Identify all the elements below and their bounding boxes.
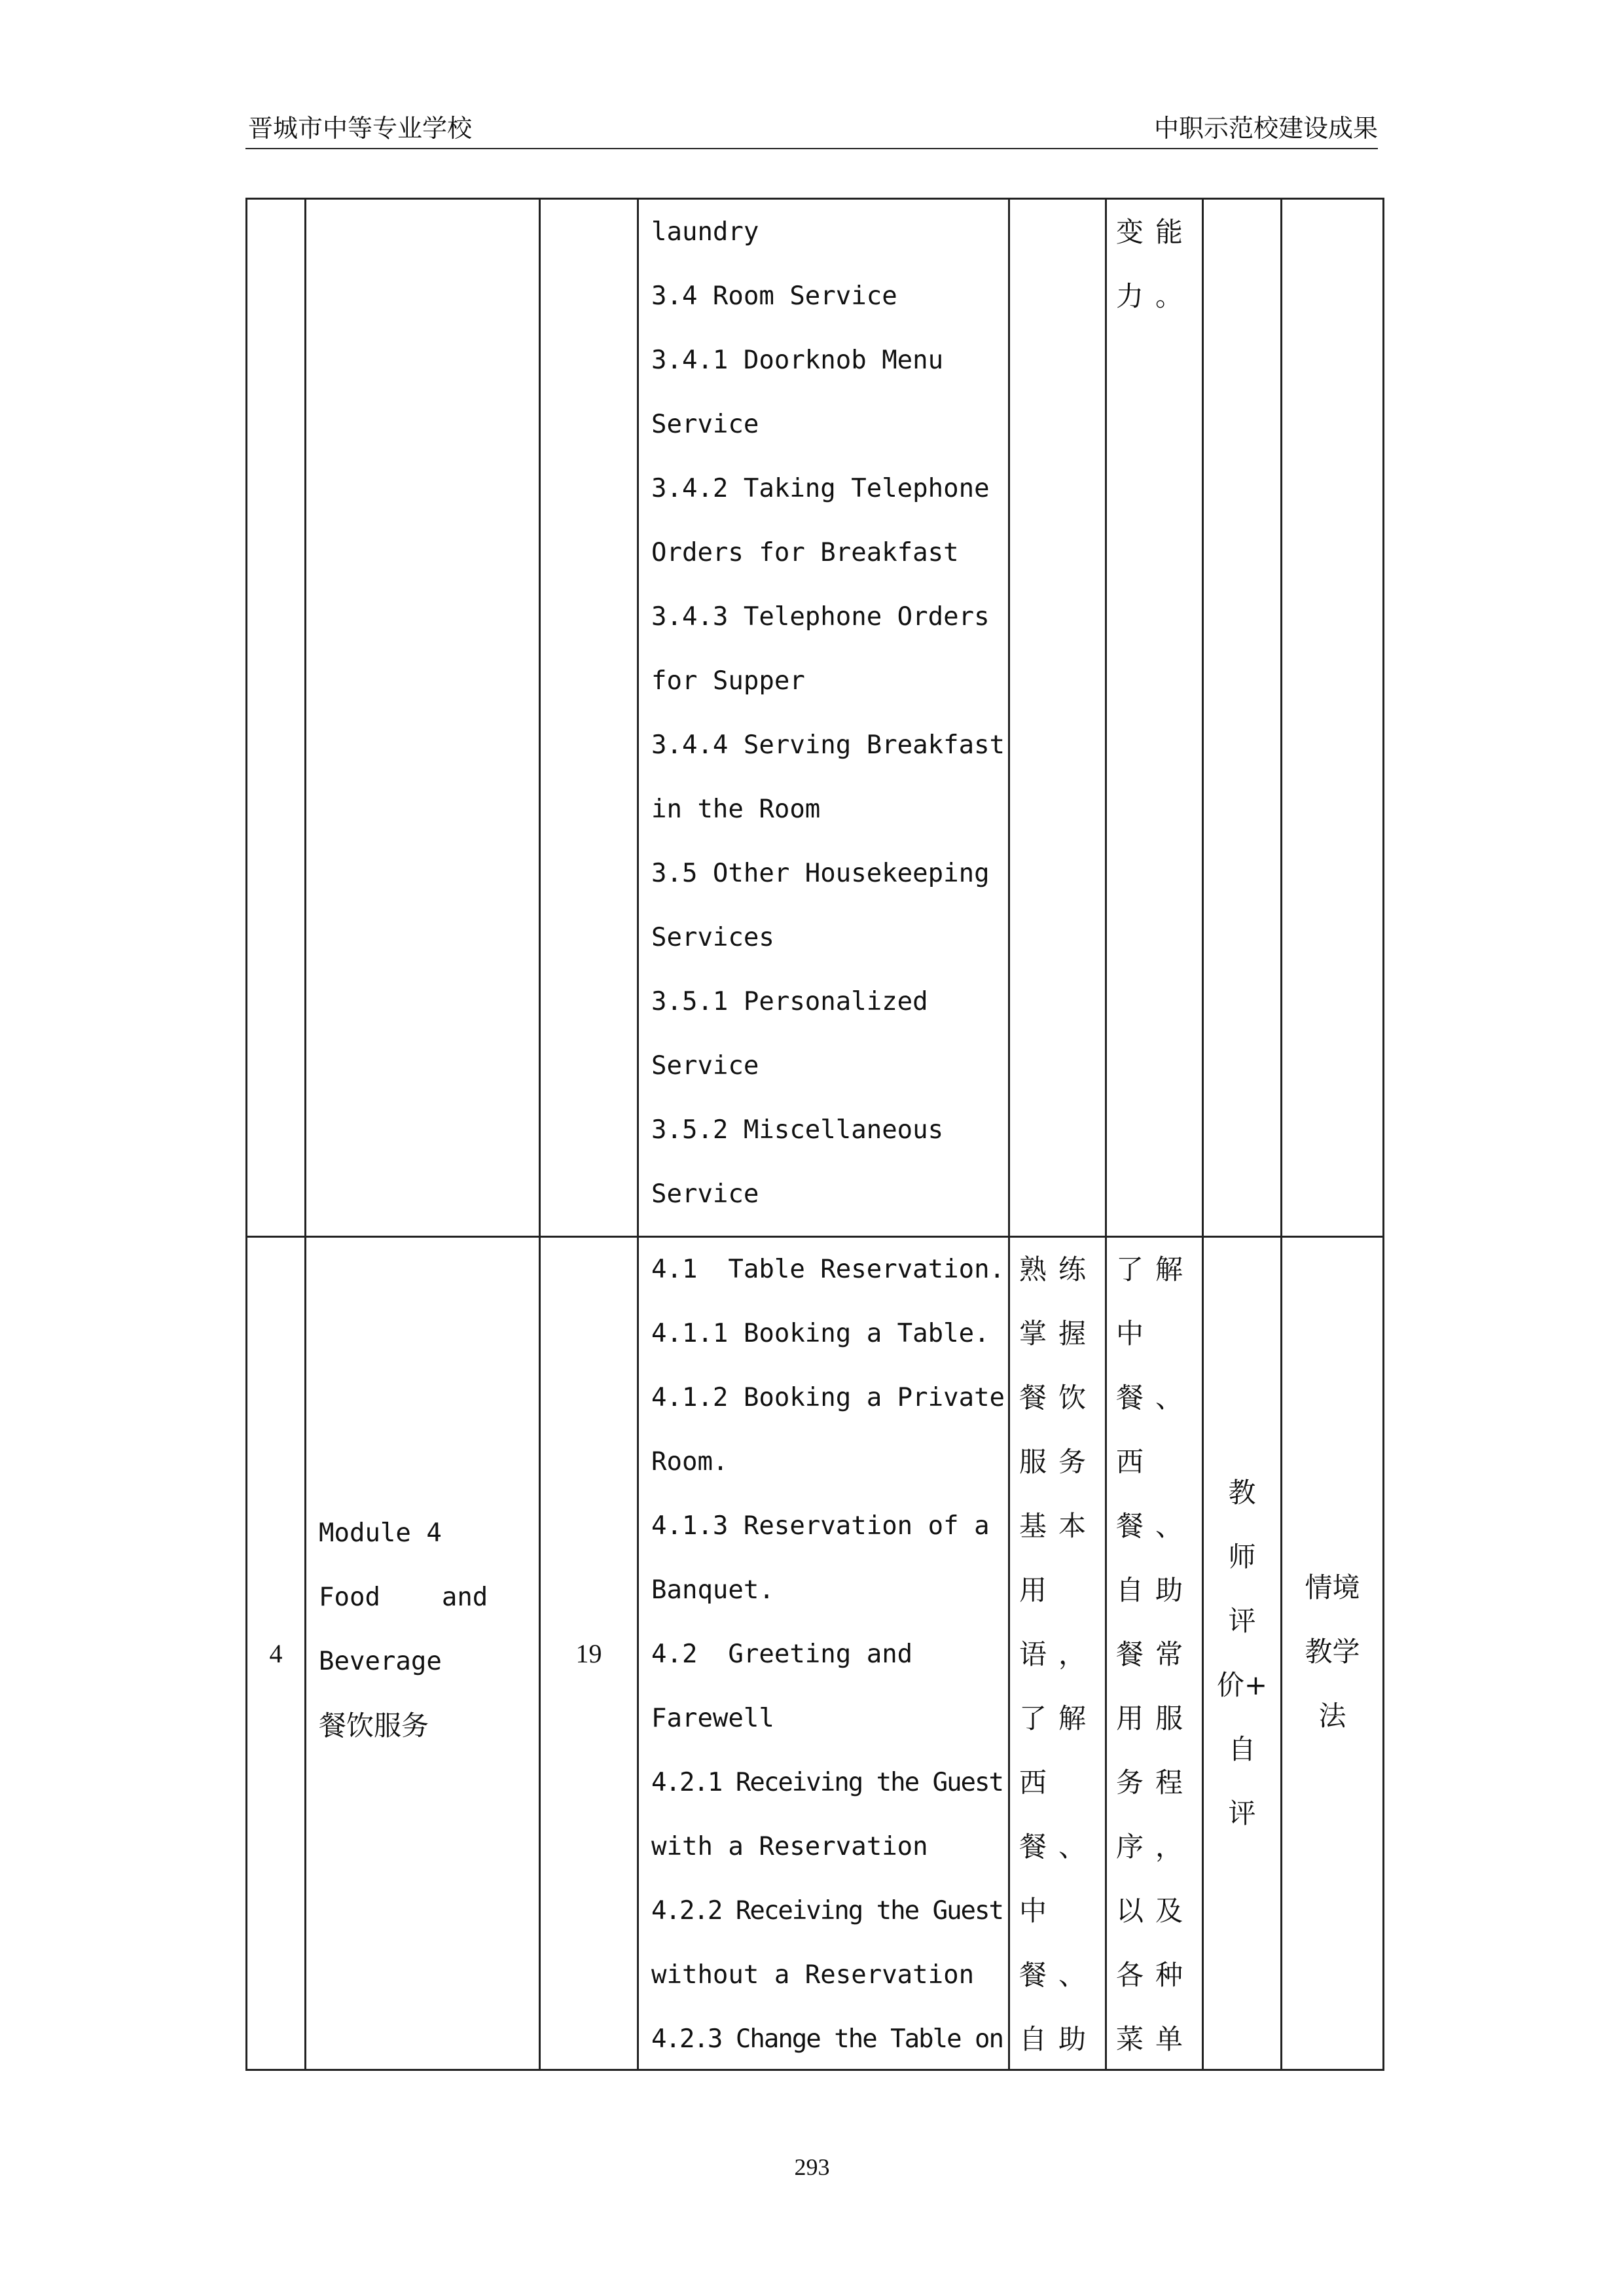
- knowledge-line: 自助: [1116, 1574, 1195, 1606]
- evaluation-line: 自: [1228, 1733, 1256, 1765]
- row-b-module-cell: [319, 1501, 535, 1758]
- content-line: 4.1.2 Booking a Private: [651, 1383, 1005, 1412]
- knowledge-line: 餐、: [1116, 1510, 1195, 1542]
- skill-line: 自助: [1019, 2023, 1098, 2055]
- method-line: 情境: [1305, 1571, 1360, 1604]
- header-school-name: 晋城市中等专业学校: [248, 114, 473, 143]
- content-line: with a Reservation: [651, 1832, 928, 1861]
- knowledge-line: 各种: [1116, 1959, 1195, 1991]
- skill-line: 基本: [1019, 1510, 1098, 1542]
- skill-line: 熟练: [1019, 1253, 1098, 1285]
- module-line: Food and: [319, 1583, 488, 1612]
- skill-line: 了解: [1019, 1702, 1098, 1734]
- skill-line: 用: [1019, 1574, 1059, 1606]
- content-line: laundry: [651, 217, 759, 247]
- skill-line: 掌握: [1019, 1318, 1098, 1350]
- module-line: Beverage: [319, 1647, 442, 1676]
- knowledge-line: 西: [1116, 1446, 1156, 1478]
- row-a-ability-cell: [1116, 200, 1201, 329]
- content-line: Services: [651, 923, 774, 952]
- module-line: Module 4: [319, 1518, 442, 1548]
- row-index: 4: [269, 1638, 283, 1668]
- evaluation-line: 价+: [1216, 1669, 1268, 1701]
- content-line: Banquet.: [651, 1575, 774, 1605]
- content-line: in the Room: [651, 795, 821, 824]
- row-a-content-cell: [651, 200, 1005, 1227]
- evaluation-line: 评: [1228, 1605, 1256, 1637]
- content-line: 4.1.1 Booking a Table.: [651, 1319, 990, 1348]
- page-header: [245, 110, 1378, 149]
- content-line: 4.2.1 Receiving the Guest: [651, 1768, 1003, 1797]
- knowledge-line: 中: [1116, 1318, 1156, 1350]
- content-line: 4.1.3 Reservation of a: [651, 1511, 990, 1541]
- content-line: 3.4.3 Telephone Orders: [651, 602, 990, 632]
- content-line: Service: [651, 1051, 759, 1081]
- row-b-content-cell: [651, 1238, 1008, 2072]
- ability-line: 力。: [1116, 280, 1195, 312]
- skill-line: 中: [1019, 1895, 1059, 1927]
- content-line: 3.5.1 Personalized: [651, 987, 928, 1016]
- content-line: for Supper: [651, 666, 805, 696]
- skill-line: 服务: [1019, 1446, 1098, 1478]
- content-line: 4.2.2 Receiving the Guest: [651, 1896, 1003, 1926]
- evaluation-line: 教: [1228, 1477, 1256, 1509]
- content-line: Room.: [651, 1447, 729, 1477]
- knowledge-line: 用服: [1116, 1702, 1195, 1734]
- content-line: Service: [651, 410, 759, 439]
- skill-line: 餐、: [1019, 1959, 1098, 1991]
- knowledge-line: 了解: [1116, 1253, 1195, 1285]
- content-line: 3.5.2 Miscellaneous: [651, 1115, 944, 1145]
- row-b-evaluation-cell: [1204, 1461, 1280, 1846]
- evaluation-line: 师: [1228, 1541, 1256, 1573]
- content-line: 4.2.3 Change the Table on: [651, 2024, 1003, 2054]
- content-line: 3.4.1 Doorknob Menu: [651, 346, 944, 375]
- skill-line: 西: [1019, 1767, 1059, 1799]
- content-line: 4.2 Greeting and: [651, 1640, 913, 1669]
- row-b-skill-cell: [1019, 1238, 1104, 2072]
- content-line: 3.5 Other Housekeeping: [651, 859, 990, 888]
- page-number: 293: [794, 2154, 830, 2180]
- knowledge-line: 序，: [1116, 1831, 1195, 1863]
- content-line: 4.1 Table Reservation.: [651, 1255, 1005, 1284]
- course-table: [245, 198, 1384, 2071]
- knowledge-line: 餐常: [1116, 1638, 1195, 1670]
- content-line: 3.4.2 Taking Telephone: [651, 474, 990, 503]
- skill-line: 餐、: [1019, 1831, 1098, 1863]
- content-line: Service: [651, 1179, 759, 1209]
- skill-line: 语，: [1019, 1638, 1098, 1670]
- method-line: 教学: [1305, 1636, 1360, 1668]
- header-document-title: 中职示范校建设成果: [1153, 114, 1378, 143]
- content-line: without a Reservation: [651, 1960, 975, 1990]
- ability-line: 变能: [1116, 216, 1195, 248]
- knowledge-line: 餐、: [1116, 1382, 1195, 1414]
- skill-line: 餐饮: [1019, 1382, 1098, 1414]
- method-line: 法: [1318, 1700, 1346, 1732]
- row-b-knowledge-cell: [1116, 1238, 1201, 2072]
- row-b-index-cell: [247, 1238, 304, 2069]
- content-line: Farewell: [651, 1704, 774, 1733]
- knowledge-line: 务程: [1116, 1767, 1195, 1799]
- content-line: 3.4.4 Serving Breakfast: [651, 730, 1005, 760]
- content-line: Orders for Breakfast: [651, 538, 959, 567]
- row-b-hours-cell: [541, 1238, 637, 2069]
- knowledge-line: 以及: [1116, 1895, 1195, 1927]
- row-b-method-cell: [1282, 1556, 1382, 1748]
- content-line: 3.4 Room Service: [651, 281, 897, 311]
- class-hours: 19: [575, 1638, 602, 1668]
- module-line: 餐饮服务: [319, 1710, 429, 1742]
- evaluation-line: 评: [1228, 1797, 1256, 1829]
- knowledge-line: 菜单: [1116, 2023, 1195, 2055]
